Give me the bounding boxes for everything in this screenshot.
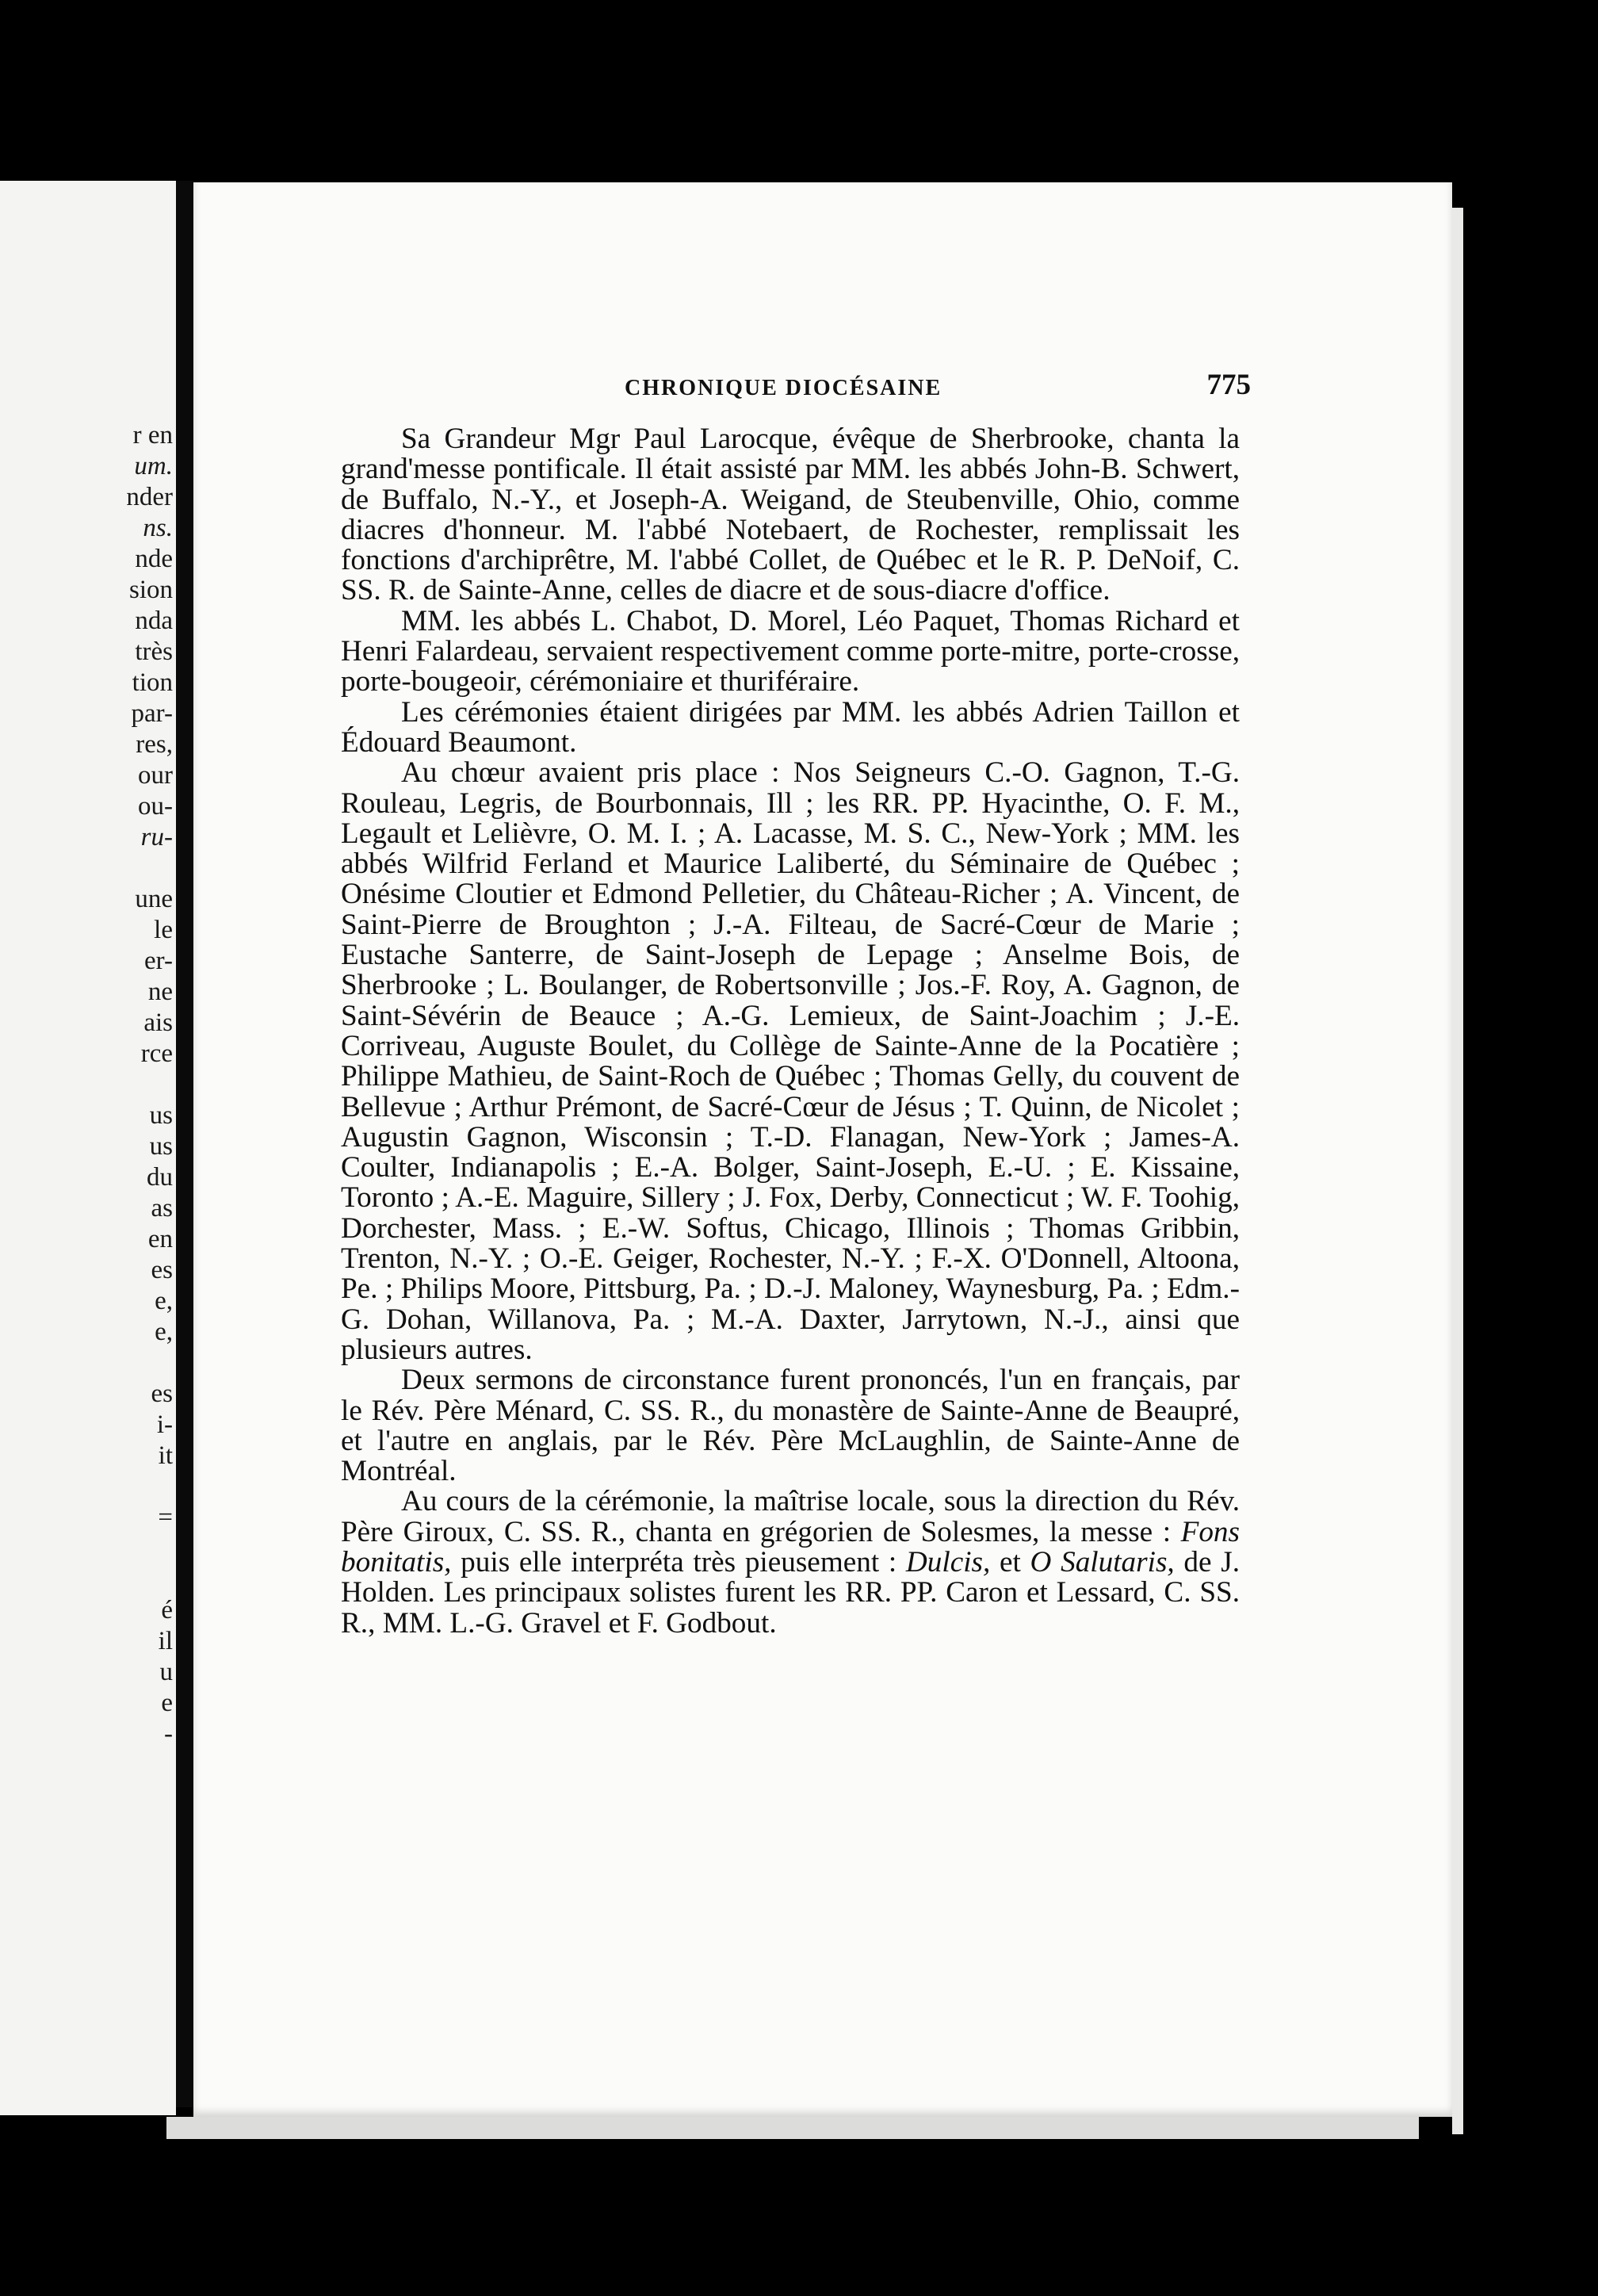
previous-page-line: as (151, 1194, 173, 1223)
previous-page-line: ns. (143, 514, 173, 542)
previous-page-line: une (135, 885, 173, 913)
previous-page-line: er- (144, 947, 173, 975)
previous-page-line: e (161, 1689, 173, 1717)
previous-page-line: très (135, 637, 173, 666)
previous-page-line: us (149, 1132, 173, 1161)
book-gutter (176, 181, 193, 2107)
paragraph-ceremonies: Les cérémonies étaient dirigées par MM. les abbés Adrien Taillon et Édouard Beaumont. (341, 695, 1240, 759)
previous-page-line (126, 853, 173, 884)
previous-page-line: e, (155, 1287, 173, 1315)
previous-page-line: i- (156, 1410, 173, 1439)
previous-page-line: it (158, 1441, 173, 1470)
previous-page-line (126, 1564, 173, 1595)
previous-page-line: en (147, 1225, 173, 1253)
previous-page-line: ou- (138, 792, 173, 821)
previous-page-line (126, 1471, 173, 1502)
running-head: CHRONIQUE DIOCÉSAINE (625, 376, 942, 400)
music-text-4: de J. Holden. Les principaux solistes furent les RR. PP. Caron et Lessard, C. SS. R., MM. L.-G. Gravel et F. Godbout. (341, 1545, 1240, 1640)
previous-page-line (126, 1533, 173, 1564)
previous-page-line: um. (134, 452, 173, 480)
previous-page-text (126, 420, 173, 1750)
previous-page-line: es (151, 1380, 173, 1408)
previous-page-line: par- (131, 699, 173, 728)
previous-page-line (126, 1348, 173, 1379)
previous-page-fragment (0, 181, 176, 2115)
music-text-1: Au cours de la cérémonie, la maîtrise locale, sous la direction du Rév. Père Giroux, C. SS. R., chanta en grégorien de Solesmes, la messe : (341, 1485, 1240, 1548)
music-title-dulcis: Dulcis, (905, 1545, 991, 1578)
paragraph-celebrant: Sa Grandeur Mgr Paul Larocque, évêque de Sherbrooke, chanta la grand'messe pontificale. Il était assisté par MM. les abbés John-B. Schwert, de Buffalo, N.-Y., et Joseph-A. Weigand, de Steubenville, Ohio, comme diacres d'honneur. M. l'abbé Notebaert, de Rochester, remplissait les fonctions d'archiprêtre, M. l'abbé Collet, de Québec et le R. P. DeNoif, C. SS. R. de Sainte-Anne, celles de diacre et de sous-diacre d'office. (341, 423, 1240, 607)
previous-page-line: ais (143, 1008, 173, 1037)
music-title-fons: Fons bonitatis, (341, 1515, 1240, 1578)
music-text-2: puis elle interpréta très pieusement : (451, 1545, 906, 1578)
paragraph-servers: MM. les abbés L. Chabot, D. Morel, Léo Paquet, Thomas Richard et Henri Falardeau, servaient respectivement comme porte-mitre, porte-crosse, porte-bougeoir, cérémoniaire et thuriféraire. (341, 604, 1240, 698)
previous-page-line: e, (155, 1318, 173, 1346)
previous-page-line: du (147, 1163, 173, 1192)
page-bottom-edge (166, 2117, 1419, 2139)
previous-page-line: u (159, 1658, 173, 1686)
previous-page-line: = (158, 1503, 173, 1532)
previous-page-line: r en (132, 421, 173, 450)
previous-page-line: nda (135, 607, 173, 635)
paragraph-sermons: Deux sermons de circonstance furent prononcés, l'un en français, par le Rév. Père Ménard, C. SS. R., du monastère de Sainte-Anne de Beaupré, et l'autre en anglais, par le Rév. Père McLaughlin, de Sainte-Anne de Montréal. (341, 1364, 1240, 1488)
music-title-salutaris: O Salutaris, (1030, 1545, 1175, 1578)
previous-page-line: res, (136, 730, 173, 759)
page-number: 775 (1206, 369, 1251, 401)
previous-page-line: sion (128, 576, 173, 604)
previous-page-line: ru- (140, 823, 173, 851)
previous-page-line: tion (132, 668, 173, 697)
previous-page-line: our (138, 761, 173, 790)
paragraph-music (341, 1487, 1240, 1638)
previous-page-line: es (151, 1256, 173, 1284)
previous-page-line: il (158, 1627, 173, 1655)
page-body (341, 424, 1240, 1639)
previous-page-line: ne (147, 978, 173, 1006)
page-header (434, 363, 1251, 411)
paragraph-choir: Au chœur avaient pris place : Nos Seigneurs C.-O. Gagnon, T.-G. Rouleau, Legris, de Bourbonnais, Ill ; les RR. PP. Hyacinthe, O. F. M., Legault et Lelièvre, O. M. I. ; A. Lacasse, M. S. C., New-York ; MM. les abbés Wilfrid Ferland et Maurice Laliberté, du Séminaire de Québec ; Onésime Cloutier et Edmond Pelletier, du Château-Richer ; A. Vincent, de Saint-Pierre de Broughton ; J.-A. Filteau, de Sacré-Cœur de Marie ; Eustache Santerre, de Saint-Joseph de Lepage ; Anselme Bois, de Sherbrooke ; L. Boulanger, de Robertsonville ; Jos.-F. Roy, A. Gagnon, de Saint-Sévérin de Beauce ; A.-G. Lemieux, de Saint-Joachim ; J.-E. Corriveau, Auguste Boulet, du Collège de Sainte-Anne de la Pocatière ; Philippe Mathieu, de Saint-Roch de Québec ; Thomas Gelly, du couvent de Bellevue ; Arthur Prémont, de Sacré-Cœur de Jésus ; T. Quinn, de Nicolet ; Augustin Gagnon, Wisconsin ; T.-D. Flanagan, New-York ; James-A. Coulter, Indianapolis ; E.-A. Bolger, Saint-Joseph, E.-U. ; E. Kissaine, Toronto ; A.-E. Maguire, Sillery ; J. Fox, Derby, Connecticut ; W. F. Toohig, Dorchester, Mass. ; E.-W. Softus, Chicago, Illinois ; Thomas Gribbin, Trenton, N.-Y. ; O.-E. Geiger, Rochester, N.-Y. ; F.-X. O'Donnell, Altoona, Pe. ; Philips Moore, Pittsburg, Pa. ; D.-J. Maloney, Waynesburg, Pa. ; Edm.-G. Dohan, Willanova, Pa. ; M.-A. Daxter, Jarrytown, N.-J., ainsi que plusieurs autres. (341, 756, 1240, 1366)
page-edge (1452, 208, 1463, 2134)
previous-page-line: - (164, 1720, 173, 1748)
music-text-3: et (990, 1545, 1030, 1578)
previous-page-line: é (161, 1596, 173, 1624)
previous-page-line: rce (140, 1039, 173, 1068)
previous-page-line: nder (126, 483, 173, 511)
previous-page-line (126, 1070, 173, 1100)
previous-page-line: nde (135, 545, 173, 573)
previous-page-line: us (149, 1101, 173, 1130)
previous-page-line: le (154, 916, 173, 944)
